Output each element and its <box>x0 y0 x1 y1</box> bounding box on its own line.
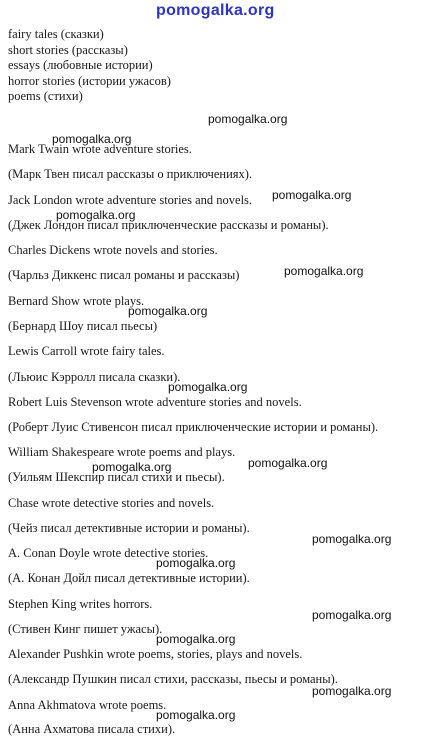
author-line: Stephen King writes horrors. <box>8 597 153 611</box>
author-line: Bernard Show wrote plays. <box>8 294 145 308</box>
genre-item: essays (любовные истории) <box>8 58 153 72</box>
translation-line: (Марк Твен писал рассказы о приключениях). <box>8 167 253 181</box>
author-line: A. Conan Doyle wrote detective stories. <box>8 546 209 560</box>
header-watermark: pomogalka.org <box>156 2 275 19</box>
author-line: Robert Luis Stevenson wrote adventure stories and novels. <box>8 395 302 409</box>
genre-item: poems (стихи) <box>8 89 83 103</box>
watermark: pomogalka.org <box>156 556 236 570</box>
author-line: Anna Akhmatova wrote poems. <box>8 698 167 712</box>
watermark: pomogalka.org <box>312 684 392 698</box>
watermark: pomogalka.org <box>248 456 328 470</box>
watermark: pomogalka.org <box>52 132 132 146</box>
translation-line: (Чарльз Диккенс писал романы и рассказы) <box>8 268 240 282</box>
translation-line: (Анна Ахматова писала стихи). <box>8 722 176 736</box>
genre-item: short stories (рассказы) <box>8 42 128 57</box>
author-line: Chase wrote detective stories and novels. <box>8 496 215 510</box>
translation-line: (Уильям Шекспир писал стихи и пьесы). <box>8 470 225 484</box>
author-line: Lewis Carroll wrote fairy tales. <box>8 344 165 358</box>
genre-item: fairy tales (сказки) <box>8 27 104 41</box>
watermark: pomogalka.org <box>272 188 352 202</box>
watermark: pomogalka.org <box>168 380 248 394</box>
watermark: pomogalka.org <box>56 208 136 222</box>
translation-line: (А. Конан Дойл писал детективные истории). <box>8 571 250 585</box>
translation-line: (Александр Пушкин писал стихи, рассказы, пьесы и романы). <box>8 672 338 686</box>
author-line: William Shakespeare wrote poems and plays. <box>8 445 236 459</box>
author-line: Mark Twain wrote adventure stories. <box>8 142 192 156</box>
translation-line: (Льюис Кэрролл писала сказки). <box>8 370 181 384</box>
author-line: Jack London wrote adventure stories and novels. <box>8 193 253 207</box>
watermark: pomogalka.org <box>208 112 288 126</box>
translation-line: (Джек Лондон писал приключенческие рассказы и романы). <box>8 218 329 232</box>
author-line: Alexander Pushkin wrote poems, stories, plays and novels. <box>8 647 303 661</box>
genre-item: horror stories (истории ужасов) <box>8 73 171 88</box>
watermark: pomogalka.org <box>312 532 392 546</box>
genre-list <box>8 27 171 105</box>
translation-line: (Чейз писал детективные истории и романы). <box>8 521 250 535</box>
watermark: pomogalka.org <box>92 460 172 474</box>
watermark: pomogalka.org <box>156 708 236 722</box>
translation-line: (Бернард Шоу писал пьесы) <box>8 319 158 333</box>
watermark: pomogalka.org <box>284 264 364 278</box>
watermark: pomogalka.org <box>312 608 392 622</box>
translation-line: (Стивен Кинг пишет ужасы). <box>8 622 163 636</box>
translation-line: (Роберт Луис Стивенсон писал приключенческие истории и романы). <box>8 420 379 434</box>
author-line: Charles Dickens wrote novels and stories. <box>8 243 218 257</box>
watermark: pomogalka.org <box>156 632 236 646</box>
watermark: pomogalka.org <box>128 304 208 318</box>
